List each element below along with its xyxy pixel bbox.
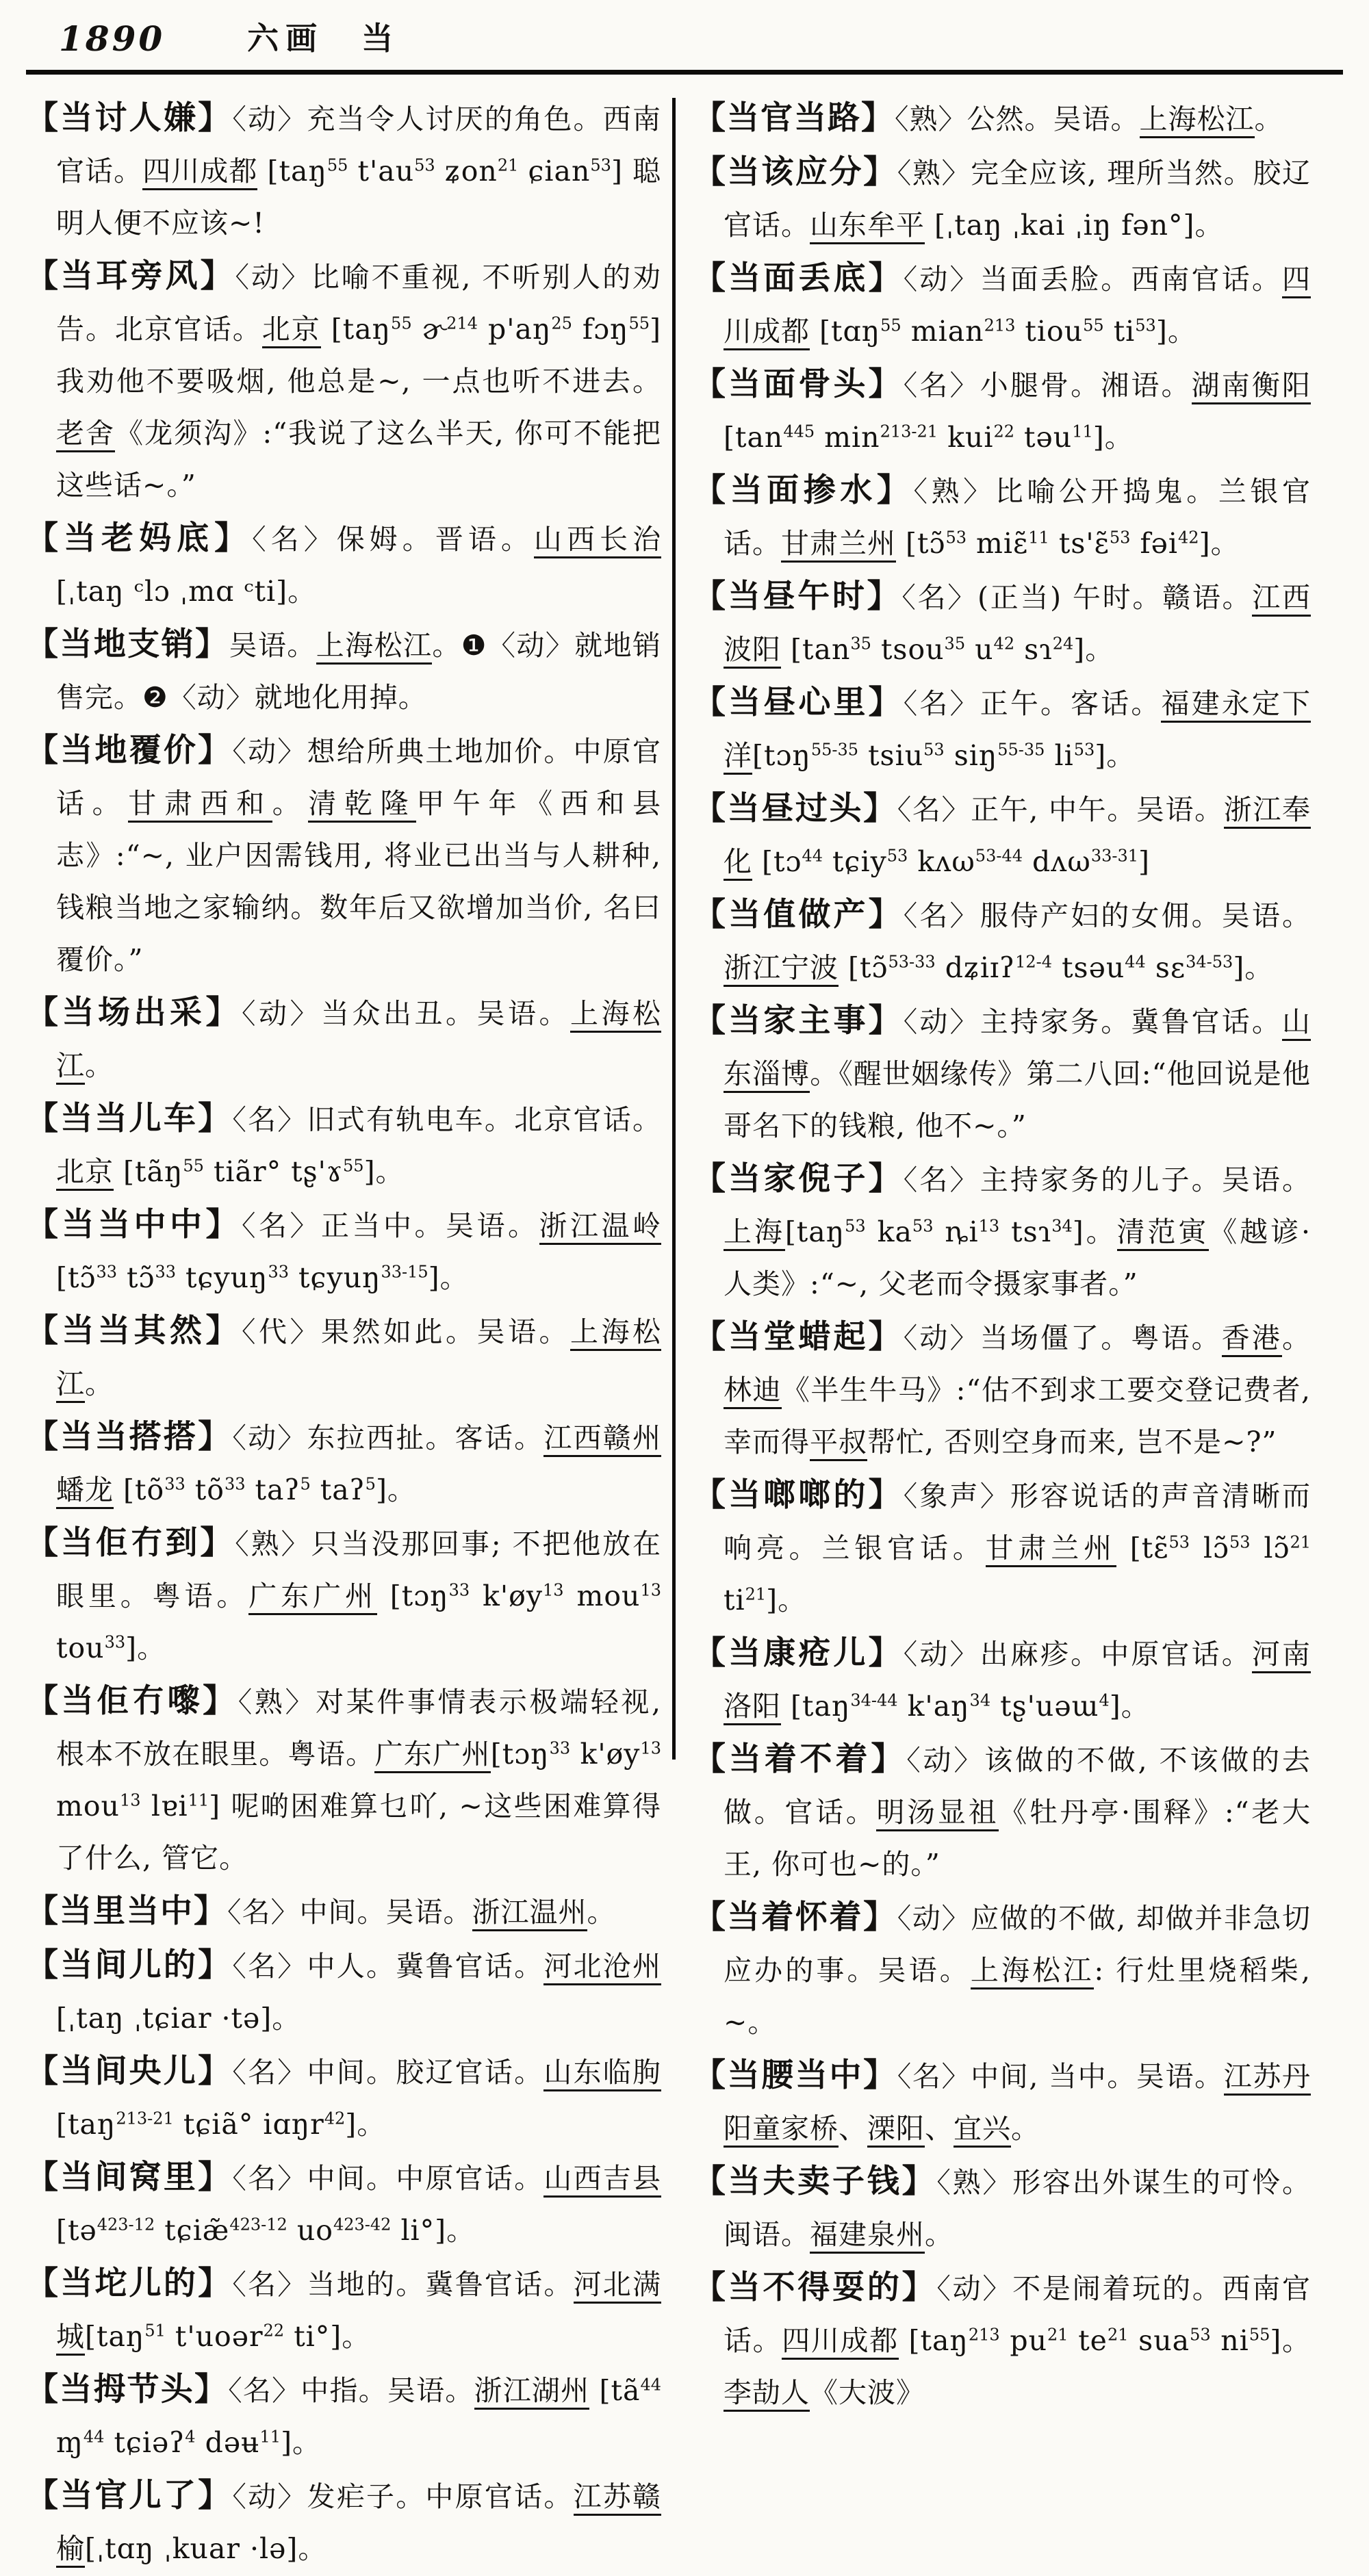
dictionary-entry	[26, 725, 661, 986]
proper-noun-underlined: 浙江宁波	[724, 951, 839, 987]
tone-superscript: 44	[802, 846, 823, 866]
entry-body: 〈熟〉比喻公开捣鬼。兰银官话。甘肃兰州 [tɔ̃$^{53}$ miɛ̃$^{11}$ ts'ɛ̃$^{53}$ fəi$^{42}$]。	[724, 475, 1311, 560]
dictionary-entry	[693, 677, 1311, 782]
dictionary-entry	[693, 253, 1311, 357]
entry-body: 〈动〉应做的不做, 却做并非急切应办的事。吴语。上海松江: 行灶里烧稻柴, ~。	[724, 1902, 1311, 2039]
tone-superscript: 55	[343, 1156, 364, 1176]
entry-headword: 【当间窝里】	[26, 2159, 233, 2196]
tone-superscript: 34	[969, 1690, 991, 1710]
proper-noun-underlined: 江苏赣榆	[56, 2480, 661, 2568]
entry-headword: 【当着不着】	[693, 1740, 907, 1778]
tone-superscript: 53	[1190, 2325, 1211, 2345]
tone-superscript: 53	[845, 1216, 866, 1236]
entry-headword: 【当地覆价】	[26, 732, 233, 769]
entry-body: 吴语。上海松江。❶〈动〉就地销售完。❷〈动〉就地化用掉。	[56, 629, 662, 714]
proper-noun-underlined: 广东广州	[374, 1738, 490, 1773]
entry-body: 〈动〉东拉西扯。客话。江西赣州蟠龙 [$tõ^{33}$ $tõ^{33}$ taʔ$^5$ taʔ$^5$]。	[56, 1421, 661, 1506]
tone-superscript: 33	[96, 1262, 117, 1282]
entry-body: 〈名〉正午。客话。福建永定下洋[tɔŋ$^{55-35}$ tsiu$^{53}$ siŋ$^{55-35}$ $li^{53}$]。	[724, 687, 1311, 772]
dictionary-entry	[26, 2152, 661, 2256]
stroke-count-section: 六画	[247, 20, 324, 57]
entry-headword: 【当夫卖子钱】	[693, 2163, 937, 2200]
proper-noun-underlined: 林迪	[724, 1374, 782, 1409]
tone-superscript: 42	[324, 2109, 346, 2128]
entry-body: 〈熟〉公然。吴语。上海松江。	[895, 103, 1283, 138]
proper-noun-underlined: 上海松江	[56, 1315, 661, 1403]
entry-headword: 【当家倪子】	[693, 1160, 904, 1198]
tone-superscript: 53-44	[975, 846, 1023, 866]
proper-noun-underlined: 湖南衡阳	[1192, 369, 1311, 404]
proper-noun-underlined: 江西波阳	[724, 581, 1311, 669]
tone-superscript: 445	[783, 422, 815, 441]
entry-body: 〈名〉服侍产妇的女佣。吴语。浙江宁波 [tɔ̃$^{53-33}$ dʑiɪʔ$^{12-4}$ tsəu$^{44}$ sɛ$^{34-53}$]。	[724, 899, 1311, 984]
tone-superscript: 21	[497, 155, 519, 175]
entry-body: 〈名〉正当中。吴语。浙江温岭 [tɔ̃$^{33}$ tɔ̃$^{33}$ tɕyuŋ$^{33}$ tɕyuŋ$^{33-15}$]。	[56, 1209, 661, 1294]
tone-superscript: 22	[263, 2321, 285, 2341]
tone-superscript: 51	[144, 2321, 166, 2341]
proper-noun-underlined: 上海松江	[56, 997, 661, 1085]
tone-superscript: 11	[259, 2427, 281, 2447]
proper-noun-underlined: 香港	[1222, 1322, 1282, 1357]
tone-superscript: 423-12	[229, 2215, 287, 2234]
proper-noun-underlined: 清乾隆	[308, 787, 416, 823]
tone-superscript: 33	[268, 1262, 290, 1282]
dictionary-entry	[26, 92, 661, 249]
entry-body: 〈代〉果然如此。吴语。上海松江。	[56, 1315, 661, 1403]
left-column	[26, 92, 661, 2576]
dictionary-entry	[26, 987, 661, 1092]
tone-superscript: 44	[1125, 952, 1146, 972]
proper-noun-underlined: 老舍	[56, 417, 115, 452]
dictionary-entry	[693, 92, 1311, 145]
proper-noun-underlined: 山西吉县	[543, 2162, 661, 2198]
tone-superscript: 213	[984, 315, 1016, 335]
proper-noun-underlined: 福建永定下洋	[724, 687, 1311, 775]
tone-superscript: 34-53	[1186, 952, 1233, 972]
entry-headword: 【当当其然】	[26, 1312, 242, 1350]
proper-noun-underlined: 浙江奉化	[724, 793, 1311, 881]
proper-noun-underlined: 宜兴	[954, 2112, 1011, 2148]
entry-headword: 【当值做产】	[693, 896, 904, 933]
entry-body: 〈动〉该做的不做, 不该做的去做。官话。明汤显祖《牡丹亭·围释》:“老大王, 你可也~的。”	[724, 1744, 1312, 1881]
dictionary-entry	[26, 250, 661, 511]
tone-superscript: 13	[119, 1790, 141, 1810]
entry-headword: 【当坨儿的】	[26, 2265, 233, 2302]
tone-superscript: 33	[448, 1580, 470, 1600]
entry-body: 〈名〉小腿骨。湘语。湖南衡阳 [$\tan^{445}$ $\min^{213-21} kui^{22}$ təu$^{11}$]。	[724, 369, 1312, 454]
entry-body: 〈熟〉对某件事情表示极端轻视, 根本不放在眼里。粤语。广东广州[tɔŋ$^{33}$ $k'øy^{13}$ mou$^{13}$ lɐi$^{11}$] 呢啲困难算乜吖, ~这些困难算得了什么, 管它。	[56, 1686, 662, 1875]
dictionary-entry	[693, 1734, 1311, 1890]
entry-body: 〈动〉当面丢脸。西南官话。四川成都 [tɑŋ$^{55}$ mian$^{213}$ tiou$^{55}$ $ti^{53}$]。	[724, 263, 1311, 348]
entry-headword: 【当佢冇嚟】	[26, 1682, 238, 1720]
entry-headword: 【当老妈底】	[26, 519, 253, 557]
proper-noun-underlined: 溧阳	[867, 2112, 925, 2148]
entry-headword: 【当家主事】	[693, 1002, 904, 1040]
entry-headword: 【当地支销】	[26, 626, 229, 663]
tone-superscript: 33	[224, 1474, 246, 1494]
entry-headword: 【当间儿的】	[26, 1946, 233, 1984]
tone-superscript: 53-33	[888, 952, 936, 972]
proper-noun-underlined: 李劼人	[724, 2376, 810, 2412]
entry-headword: 【当面掺水】	[693, 472, 914, 509]
proper-noun-underlined: 四川成都	[782, 2324, 899, 2360]
entry-headword: 【当腰当中】	[693, 2057, 897, 2094]
entry-body: 〈名〉中指。吴语。浙江湖州 [$tã^{44}$ ɱ$^{44}$ tɕiəʔ$^4$ dəʉ$^{11}$]。	[56, 2374, 662, 2459]
entry-headword: 【当不得耍的】	[693, 2269, 937, 2306]
tone-superscript: 21	[1107, 2325, 1129, 2345]
entry-headword: 【当堂蜡起】	[693, 1318, 904, 1356]
tone-superscript: 4	[1099, 1690, 1110, 1710]
entry-headword: 【当间央儿】	[26, 2052, 233, 2090]
tone-superscript: 33-15	[381, 1262, 428, 1282]
dictionary-entry	[693, 1153, 1311, 1310]
entry-headword: 【当昼过头】	[693, 790, 897, 827]
tone-superscript: 55	[391, 313, 412, 333]
dictionary-entry	[26, 2258, 661, 2362]
tone-superscript: 53	[1229, 1532, 1251, 1552]
dictionary-entry	[693, 1627, 1311, 1732]
right-column	[676, 92, 1311, 2420]
proper-noun-underlined: 山东淄博	[724, 1005, 1311, 1093]
section-head-character: 当	[361, 20, 394, 57]
proper-noun-underlined: 北京	[262, 313, 321, 348]
entry-body: 〈动〉比喻不重视, 不听别人的劝告。北京官话。北京 [taŋ$^{55}$ ɚ$^{214}$ $p'aŋ^{25}$ fɔŋ$^{55}$] 我劝他不要吸烟, 他总是~, 一点也听不进去。老舍《龙须沟》:“我说了这么半天, 你可不能把这些话~。”	[56, 261, 662, 502]
entry-headword: 【当里当中】	[26, 1892, 227, 1930]
tone-superscript: 34-44	[850, 1690, 898, 1710]
dictionary-entry	[693, 2156, 1311, 2261]
dictionary-entry	[693, 783, 1311, 888]
entry-body: 〈名〉(正当) 午时。赣语。江西波阳 [$\tan^{35}$ tsou$^{35}$ $u^{42}$ sɿ$^{24}$]。	[724, 581, 1311, 666]
tone-superscript: 53	[590, 155, 611, 175]
entry-body: 〈名〉中间。中原官话。山西吉县 [tə$^{423-12}$ tɕiæ̃$^{423-12}$ $uo^{423-42}$ li°]。	[56, 2162, 662, 2247]
dictionary-entry	[693, 146, 1311, 251]
entry-body: 〈动〉当场僵了。粤语。香港。林迪《半生牛马》:“估不到求工要交登记费者, 幸而得平叔帮忙, 否则空身而来, 岂不是~?”	[724, 1322, 1311, 1461]
entry-headword: 【当啷啷的】	[693, 1476, 904, 1514]
proper-noun-underlined: 浙江温州	[472, 1896, 587, 1931]
dictionary-entry	[693, 571, 1311, 675]
tone-superscript: 55-35	[810, 740, 859, 760]
tone-superscript: 44	[640, 2375, 662, 2395]
tone-superscript: 213-21	[116, 2109, 174, 2128]
dictionary-entry	[693, 995, 1311, 1152]
tone-superscript: 55-35	[997, 740, 1045, 760]
tone-superscript: 11	[188, 1790, 209, 1810]
dictionary-entry	[693, 465, 1311, 569]
dictionary-entry	[693, 2050, 1311, 2154]
entry-body: 〈名〉主持家务的儿子。吴语。上海[taŋ$^{53}$ $ka^{53}$ $ȵi^{13}$ tsɿ$^{34}$]。清范寅《越谚·人类》:“~, 父老而令摄家事者。”	[724, 1163, 1312, 1300]
proper-noun-underlined: 北京	[56, 1155, 114, 1191]
dictionary-entry	[26, 2364, 661, 2469]
tone-superscript: 214	[446, 313, 478, 333]
proper-noun-underlined: 甘肃西和	[128, 787, 272, 823]
proper-noun-underlined: 河北沧州	[543, 1950, 661, 1985]
tone-superscript: 53	[912, 1216, 934, 1236]
proper-noun-underlined: 浙江温岭	[539, 1209, 662, 1245]
entry-headword: 【当佢冇到】	[26, 1524, 235, 1562]
entry-body: 〈名〉中人。冀鲁官话。河北沧州 [ˌtaŋ ˌtɕiar ·tə]。	[56, 1950, 662, 2035]
dictionary-entry	[26, 1675, 661, 1884]
proper-noun-underlined: 山东牟平	[810, 209, 925, 244]
dictionary-entry	[693, 1469, 1311, 1626]
proper-noun-underlined: 江苏丹阳童家桥	[724, 2060, 1311, 2148]
entry-body: 〈名〉中间, 当中。吴语。江苏丹阳童家桥、溧阳、宜兴。	[724, 2060, 1311, 2148]
tone-superscript: 13	[978, 1216, 1000, 1236]
dictionary-entry	[693, 1311, 1311, 1468]
entry-headword: 【当当儿车】	[26, 1100, 233, 1137]
dictionary-entry	[26, 1305, 661, 1410]
entry-body: 〈动〉想给所典土地加价。中原官话。甘肃西和。清乾隆甲午年《西和县志》:“~, 业户因需钱用, 将业已出当与人耕种, 钱粮当地之家输纳。数年后又欲增加当价, 名曰覆价。”	[56, 735, 662, 976]
tone-superscript: 21	[1290, 1532, 1312, 1552]
proper-noun-underlined: 江西赣州蟠龙	[56, 1421, 661, 1509]
entry-body: 〈名〉当地的。冀鲁官话。河北满城[taŋ$^{51}$ t'uoər$^{22}$ ti°]。	[56, 2268, 661, 2353]
tone-superscript: 213	[968, 2325, 1000, 2345]
entry-headword: 【当讨人嫌】	[26, 99, 233, 137]
page-header	[26, 0, 1343, 63]
entry-headword: 【当官当路】	[693, 99, 895, 137]
columns-container	[26, 75, 1343, 2576]
tone-superscript: 55	[628, 313, 650, 333]
entry-body: 〈动〉发疟子。中原官话。江苏赣榆[ˌtɑŋ ˌkuar ·lə]。	[56, 2480, 661, 2568]
tone-superscript: 55	[183, 1156, 204, 1176]
proper-noun-underlined: 山东临朐	[543, 2056, 661, 2091]
entry-body: 〈名〉中间。吴语。浙江温州。	[227, 1896, 616, 1931]
header-rule	[26, 70, 1343, 75]
entry-headword: 【当官儿了】	[26, 2477, 233, 2514]
tone-superscript: 12-4	[1015, 952, 1053, 972]
tone-superscript: 35	[850, 634, 871, 654]
tone-superscript: 21	[745, 1584, 767, 1604]
tone-superscript: 5	[365, 1474, 376, 1494]
tone-superscript: 55	[327, 155, 348, 175]
dictionary-entry	[26, 2046, 661, 2150]
proper-noun-underlined: 明汤显祖	[876, 1796, 999, 1831]
tone-superscript: 53	[1168, 1532, 1190, 1552]
proper-noun-underlined: 广东广州	[248, 1580, 377, 1615]
tone-superscript: 24	[1052, 634, 1074, 654]
dictionary-entry	[693, 359, 1311, 463]
dictionary-entry	[26, 2470, 661, 2575]
tone-superscript: 33	[155, 1262, 177, 1282]
entry-headword: 【当昼心里】	[693, 684, 904, 721]
entry-body: 〈象声〉形容说话的声音清晰而响亮。兰银官话。甘肃兰州 [tɛ̃$^{53}$ lɔ̃$^{53}$ lɔ̃$^{21}$ $ti^{21}$]。	[724, 1480, 1312, 1617]
tone-superscript: 55	[1249, 2325, 1270, 2345]
entry-headword: 【当当中中】	[26, 1206, 242, 1244]
entry-body: 〈名〉保姆。晋语。山西长治 [ˌtaŋ ᶜlɔ ˌmɑ ᶜti]。	[56, 523, 662, 608]
entry-body: 〈熟〉形容出外谋生的可怜。闽语。福建泉州。	[724, 2166, 1311, 2254]
entry-body: 〈熟〉完全应该, 理所当然。胶辽官话。山东牟平 [ˌtaŋ ˌkai ˌiŋ fən°]。	[724, 157, 1311, 244]
tone-superscript: 13	[640, 1580, 662, 1600]
tone-superscript: 42	[993, 634, 1015, 654]
entry-headword: 【当拇节头】	[26, 2371, 229, 2408]
tone-superscript: 53	[1109, 528, 1131, 548]
entry-headword: 【当场出采】	[26, 994, 242, 1031]
tone-superscript: 213-21	[880, 422, 938, 441]
proper-noun-underlined: 河北满城	[56, 2268, 661, 2356]
tone-superscript: 53	[414, 155, 435, 175]
entry-body: 〈名〉中间。胶辽官话。山东临朐 [taŋ$^{213-21}$ tɕiã° iɑŋr$^{42}$]。	[56, 2056, 662, 2141]
entry-body: 〈动〉当众出丑。吴语。上海松江。	[56, 997, 661, 1085]
dictionary-entry	[26, 1940, 661, 2044]
dictionary-entry	[693, 889, 1311, 994]
proper-noun-underlined: 山西长治	[534, 523, 661, 558]
tone-superscript: 33-31	[1090, 846, 1139, 866]
dictionary-entry	[26, 1885, 661, 1938]
dictionary-entry	[693, 2262, 1311, 2419]
tone-superscript: 53	[945, 528, 967, 548]
proper-noun-underlined: 上海	[724, 1215, 785, 1251]
tone-superscript: 35	[944, 634, 966, 654]
tone-superscript: 13	[640, 1738, 661, 1758]
tone-superscript: 44	[83, 2427, 105, 2447]
proper-noun-underlined: 四川成都	[724, 263, 1311, 350]
dictionary-entry	[26, 1093, 661, 1198]
dictionary-entry	[693, 1892, 1311, 2048]
entry-body: 〈动〉出麻疹。中原官话。河南洛阳 [taŋ$^{34-44}$ $k'aŋ^{34}$ tʂ'uəɯ$^4$]。	[724, 1638, 1311, 1723]
entry-headword: 【当面骨头】	[693, 365, 904, 403]
dictionary-entry	[26, 619, 661, 723]
proper-noun-underlined: 上海松江	[971, 1954, 1094, 1989]
proper-noun-underlined: 河南洛阳	[724, 1638, 1311, 1725]
tone-superscript: 55	[880, 315, 901, 335]
proper-noun-underlined: 清范寅	[1117, 1215, 1210, 1251]
proper-noun-underlined: 平叔	[810, 1426, 867, 1461]
proper-noun-underlined: 甘肃兰州	[986, 1532, 1116, 1567]
tone-superscript: 21	[1047, 2325, 1069, 2345]
tone-superscript: 423-12	[97, 2215, 155, 2234]
tone-superscript: 33	[104, 1632, 126, 1652]
tone-superscript: 53	[1073, 740, 1095, 760]
proper-noun-underlined: 上海松江	[316, 629, 433, 665]
entry-headword: 【当康疮儿】	[693, 1634, 904, 1672]
proper-noun-underlined: 甘肃兰州	[781, 527, 896, 563]
entry-body: 〈动〉主持家务。冀鲁官话。山东淄博。《醒世姻缘传》第二八回:“他回说是他哥名下的钱粮, 他不~。”	[724, 1005, 1312, 1142]
tone-superscript: 13	[543, 1580, 564, 1600]
entry-headword: 【当耳旁风】	[26, 257, 235, 295]
entry-body: 〈动〉充当令人讨厌的角色。西南官话。四川成都 [taŋ$^{55}$ $t'au^{53}$ ʑon$^{21}$ ɕian$^{53}$] 聪明人便不应该~!	[56, 103, 662, 240]
entry-headword: 【当着怀着】	[693, 1898, 897, 1936]
tone-superscript: 53	[886, 846, 908, 866]
tone-superscript: 53	[923, 740, 945, 760]
dictionary-entry	[26, 1199, 661, 1304]
tone-superscript: 5	[300, 1474, 311, 1494]
entry-headword: 【当昼午时】	[693, 578, 902, 615]
tone-superscript: 11	[1028, 528, 1049, 548]
proper-noun-underlined: 福建泉州	[810, 2218, 925, 2254]
page-number: 1890	[59, 18, 166, 59]
tone-superscript: 22	[993, 422, 1014, 441]
tone-superscript: 423-42	[333, 2215, 392, 2234]
entry-body: 〈熟〉只当没那回事; 不把他放在眼里。粤语。广东广州 [tɔŋ$^{33}$ $k'øy^{13}$ mou$^{13}$ tou$^{33}$]。	[56, 1528, 662, 1664]
entry-headword: 【当当搭搭】	[26, 1418, 233, 1456]
entry-body: 〈名〉旧式有轨电车。北京官话。北京 [tãŋ$^{55}$ tiãr° tʂ'ɤ$^{55}$]。	[56, 1103, 661, 1188]
proper-noun-underlined: 四川成都	[142, 155, 257, 190]
entry-headword: 【当面丢底】	[693, 259, 904, 297]
tone-superscript: 4	[185, 2427, 196, 2447]
tone-superscript: 33	[549, 1738, 571, 1758]
dictionary-entry	[26, 1411, 661, 1516]
tone-superscript: 53	[1135, 315, 1156, 335]
entry-headword: 【当该应分】	[693, 153, 897, 191]
dictionary-entry	[26, 513, 661, 617]
entry-body: 〈名〉正午, 中午。吴语。浙江奉化 [tɔ$^{44}$ tɕiy$^{53}$ kʌω$^{53-44}$ dʌω$^{33-31}$]	[724, 793, 1311, 878]
tone-superscript: 42	[1178, 528, 1199, 548]
dictionary-entry	[26, 1517, 661, 1674]
entry-body: 〈动〉不是闹着玩的。西南官话。四川成都 [taŋ$^{213}$ $pu^{21}$ $te^{21}$ sua$^{53}$ $ni^{55}$]。李劼人《大波》	[724, 2272, 1311, 2409]
proper-noun-underlined: 浙江湖州	[474, 2374, 590, 2410]
tone-superscript: 34	[1051, 1216, 1073, 1236]
proper-noun-underlined: 上海松江	[1140, 103, 1255, 138]
tone-superscript: 33	[164, 1474, 185, 1494]
tone-superscript: 11	[1072, 422, 1093, 441]
tone-superscript: 55	[1083, 315, 1104, 335]
tone-superscript: 25	[551, 313, 572, 333]
